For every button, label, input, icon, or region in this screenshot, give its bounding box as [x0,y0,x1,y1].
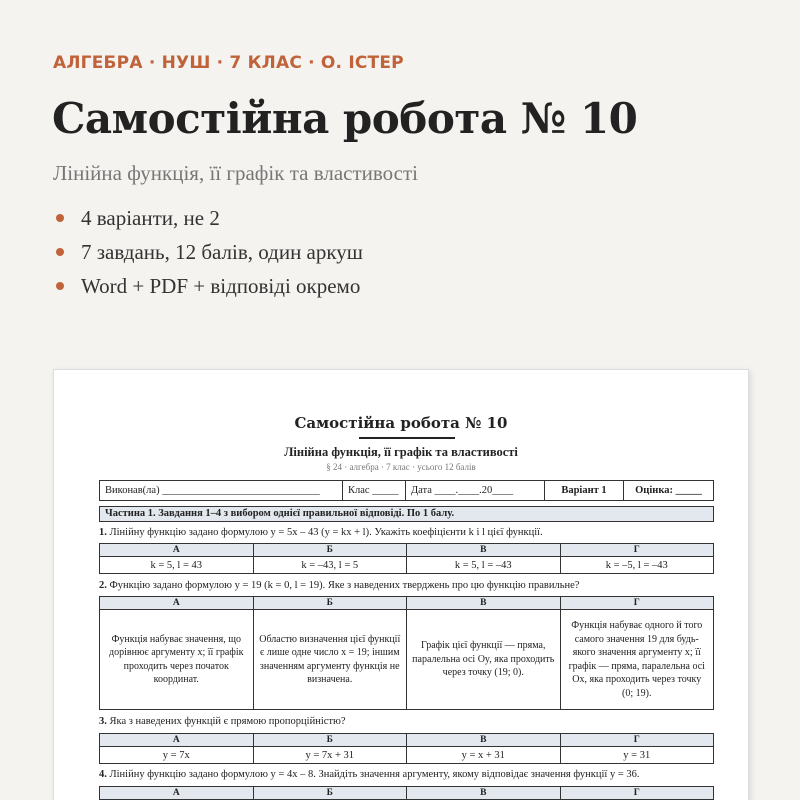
option-label: Г [560,787,714,800]
option-label: А [100,734,254,747]
option-values-row [100,747,714,764]
option-label: В [407,544,561,557]
option-label: Б [253,787,407,800]
question-3-options [99,733,714,764]
option-label: В [407,734,561,747]
option-b: y = 7x + 31 [253,747,407,764]
question-number: 4. [99,769,107,780]
question-number: 2. [99,580,107,591]
question-number: 3. [99,716,107,727]
option-a: k = 5, l = 43 [100,557,254,574]
option-c: k = 5, l = –43 [407,557,561,574]
page-subtitle: Лінійна функція, її графік та властивості [53,161,419,185]
score-field: Оцінка: _____ [624,481,714,501]
option-b: Областю визначення цієї функції є лише одне число x = 19; іншим значенням аргументу функція не визначена. [253,610,407,710]
option-label: Г [560,597,714,610]
question-body: Лінійну функцію задано формулою y = 5x – 43 (y = kx + l). Укажіть коефіцієнти k і l цієї функції. [109,527,543,538]
option-label: Г [560,544,714,557]
option-label: Б [253,544,407,557]
worksheet-title: Самостійна робота № 10 [294,414,508,432]
option-label: В [407,597,561,610]
option-d: Функція набуває одного й того самого значення 19 для будь-якого значення аргументу x; її графік — пряма, паралельна осі Ox, яка проходить через точку (0; 19). [560,610,714,710]
question-2-options [99,596,714,710]
option-d: y = 31 [560,747,714,764]
option-c: Графік цієї функції — пряма, паралельна осі Oy, яка проходить через точку (19; 0). [407,610,561,710]
class-field: Клас _____ [343,481,406,501]
option-label: Б [253,597,407,610]
option-values-row [100,610,714,710]
option-b: k = –43, l = 5 [253,557,407,574]
date-field: Дата ____.____.20____ [406,481,545,501]
option-label: А [100,597,254,610]
bullet-dot-icon [56,214,64,222]
worksheet-subtitle: Лінійна функція, її графік та властивості [284,445,518,459]
worksheet-preview [53,369,749,800]
question-3-text [99,716,346,727]
bullet-dot-icon [56,282,64,290]
question-4-text [99,769,640,780]
option-label: А [100,544,254,557]
kicker: АЛГЕБРА · НУШ · 7 КЛАС · О. ІСТЕР [53,53,404,73]
question-body: Функцію задано формулою y = 19 (k = 0, l = 19). Яке з наведених тверджень про цю функцію правильне? [109,580,580,591]
option-label: Б [253,734,407,747]
option-d: k = –5, l = –43 [560,557,714,574]
option-label: А [100,787,254,800]
option-values-row [100,557,714,574]
feature-item [53,201,363,235]
question-1-options [99,543,714,574]
option-label: Г [560,734,714,747]
question-4-options [99,786,714,800]
worksheet-meta: § 24 · алгебра · 7 клас · усього 12 балів [326,462,476,472]
feature-text: 4 варіанти, не 2 [81,205,220,230]
feature-text: 7 завдань, 12 балів, один аркуш [81,239,363,264]
question-body: Лінійну функцію задано формулою y = 4x – 8. Знайдіть значення аргументу, якому відповідає значення функції y = 36. [109,769,640,780]
bullet-dot-icon [56,248,64,256]
question-body: Яка з наведених функцій є прямою пропорційністю? [109,716,346,727]
student-info-table [99,480,714,501]
feature-text: Word + PDF + відповіді окремо [81,273,361,298]
option-a: Функція набуває значення, що дорівнює аргументу x; її графік проходить через початок координат. [100,610,254,710]
question-2-text [99,580,579,591]
part-1-header: Частина 1. Завдання 1–4 з вибором однієї правильної відповіді. По 1 балу. [99,506,714,522]
option-label: В [407,787,561,800]
question-1-text [99,527,543,538]
worksheet-title-rule [359,437,455,439]
option-c: y = x + 31 [407,747,561,764]
student-info-row [100,481,714,501]
variant-label: Варіант 1 [545,481,624,501]
feature-item [53,235,363,269]
option-header-row [100,544,714,557]
page-title: Самостійна робота № 10 [52,94,638,143]
feature-list [53,201,363,303]
feature-item [53,269,363,303]
student-name-field: Виконав(ла) ______________________________ [100,481,343,501]
option-header-row [100,734,714,747]
option-header-row [100,787,714,800]
option-header-row [100,597,714,610]
option-a: y = 7x [100,747,254,764]
question-number: 1. [99,527,107,538]
